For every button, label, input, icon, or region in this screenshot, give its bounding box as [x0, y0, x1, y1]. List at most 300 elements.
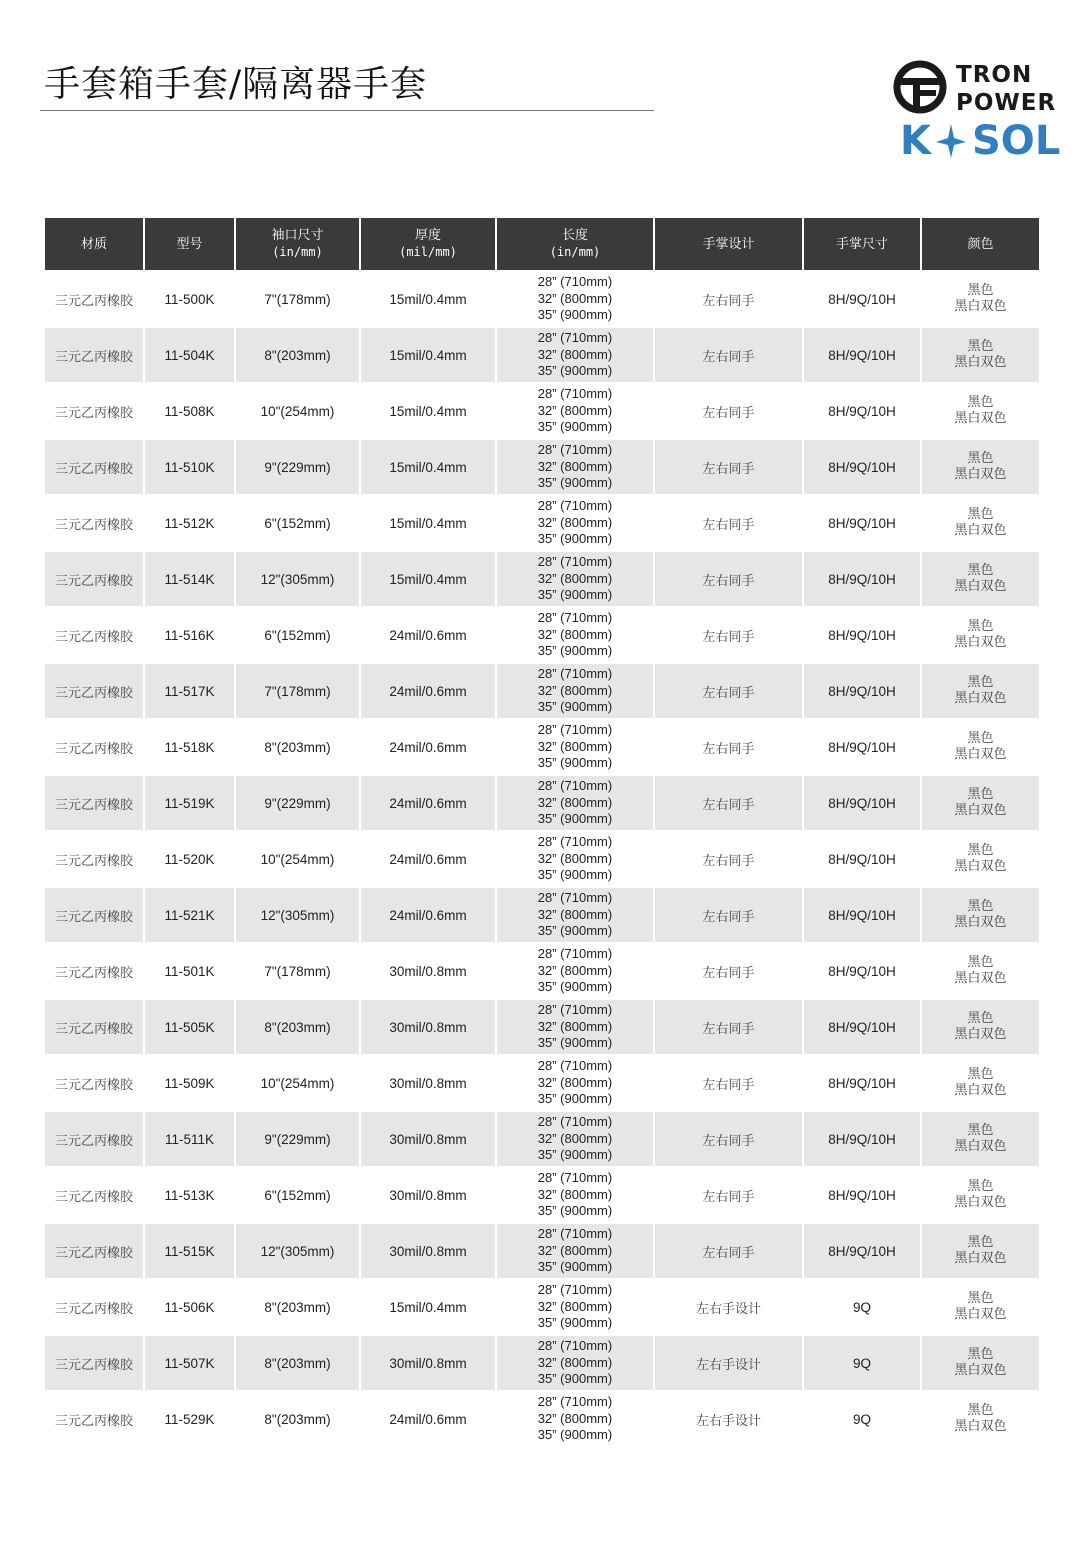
cell-color-line: 黑白双色 — [954, 691, 1007, 706]
brand-logo — [890, 56, 1065, 166]
cell-cuff-size: 12"(305mm) — [235, 1223, 360, 1279]
cell-color-line: 黑白双色 — [954, 1195, 1007, 1210]
cell-thickness: 30mil/0.8mm — [360, 999, 496, 1055]
cell-length-line: 28” (710mm) — [537, 1394, 613, 1410]
cell-length-line: 32” (800mm) — [537, 402, 613, 418]
cell-length — [496, 663, 654, 719]
title-divider — [40, 110, 654, 111]
cell-color — [921, 439, 1040, 495]
cell-length-line: 35” (900mm) — [537, 1427, 613, 1443]
cell-palm-size: 8H/9Q/10H — [803, 551, 921, 607]
cell-thickness: 30mil/0.8mm — [360, 1167, 496, 1223]
cell-color-line: 黑色 — [967, 954, 994, 970]
cell-color — [921, 271, 1040, 327]
cell-color-line: 黑色 — [967, 842, 994, 858]
cell-length — [496, 327, 654, 383]
cell-thickness: 24mil/0.6mm — [360, 607, 496, 663]
cell-color-line: 黑白双色 — [954, 1251, 1007, 1266]
table-row — [44, 1279, 1040, 1335]
cell-material: 三元乙丙橡胶 — [44, 719, 144, 775]
cell-model: 11-506K — [144, 1279, 235, 1335]
cell-material: 三元乙丙橡胶 — [44, 1391, 144, 1447]
cell-cuff-size: 10"(254mm) — [235, 1055, 360, 1111]
cell-length — [496, 607, 654, 663]
table-row — [44, 439, 1040, 495]
cell-cuff-size: 10"(254mm) — [235, 383, 360, 439]
cell-color-line: 黑色 — [967, 1402, 994, 1418]
cell-palm-size: 8H/9Q/10H — [803, 943, 921, 999]
cell-color-line: 黑白双色 — [954, 1027, 1007, 1042]
cell-cuff-size: 7"(178mm) — [235, 271, 360, 327]
cell-material: 三元乙丙橡胶 — [44, 999, 144, 1055]
cell-material: 三元乙丙橡胶 — [44, 1279, 144, 1335]
logo-tron: TRON — [956, 62, 1033, 88]
cell-model: 11-507K — [144, 1335, 235, 1391]
cell-cuff-size: 8"(203mm) — [235, 719, 360, 775]
cell-length-line: 32” (800mm) — [537, 514, 613, 530]
cell-length-line: 35” (900mm) — [537, 1259, 613, 1275]
cell-color-line: 黑色 — [967, 730, 994, 746]
cell-length-line: 35” (900mm) — [537, 1147, 613, 1163]
cell-length-line: 35” (900mm) — [537, 811, 613, 827]
cell-material: 三元乙丙橡胶 — [44, 831, 144, 887]
cell-color-line: 黑白双色 — [954, 411, 1007, 426]
cell-thickness: 24mil/0.6mm — [360, 887, 496, 943]
cell-model: 11-519K — [144, 775, 235, 831]
cell-material: 三元乙丙橡胶 — [44, 887, 144, 943]
cell-color-line: 黑白双色 — [954, 971, 1007, 986]
cell-color — [921, 551, 1040, 607]
cell-palm-size: 8H/9Q/10H — [803, 1223, 921, 1279]
cell-cuff-size: 9"(229mm) — [235, 1111, 360, 1167]
cell-palm-design: 左右手设计 — [654, 1335, 803, 1391]
header-model: 型号 — [144, 218, 235, 271]
cell-palm-design: 左右同手 — [654, 1055, 803, 1111]
cell-length-line: 35” (900mm) — [537, 699, 613, 715]
cell-thickness: 15mil/0.4mm — [360, 383, 496, 439]
cell-color-line: 黑色 — [967, 1066, 994, 1082]
cell-length-line: 35” (900mm) — [537, 531, 613, 547]
cell-palm-size: 9Q — [803, 1391, 921, 1447]
table-row — [44, 271, 1040, 327]
cell-model: 11-518K — [144, 719, 235, 775]
cell-length — [496, 1111, 654, 1167]
table-row — [44, 383, 1040, 439]
cell-color-line: 黑色 — [967, 338, 994, 354]
cell-material: 三元乙丙橡胶 — [44, 551, 144, 607]
cell-color-line: 黑白双色 — [954, 1307, 1007, 1322]
cell-color-line: 黑色 — [967, 282, 994, 298]
cell-palm-design: 左右手设计 — [654, 1279, 803, 1335]
cell-palm-size: 8H/9Q/10H — [803, 495, 921, 551]
cell-color-line: 黑色 — [967, 562, 994, 578]
cell-length-line: 28” (710mm) — [537, 274, 613, 290]
cell-length — [496, 383, 654, 439]
cell-length-line: 28” (710mm) — [537, 1002, 613, 1018]
cell-model: 11-514K — [144, 551, 235, 607]
cell-color-line: 黑白双色 — [954, 299, 1007, 314]
cell-length — [496, 1167, 654, 1223]
cell-length-line: 32” (800mm) — [537, 458, 613, 474]
cell-color — [921, 663, 1040, 719]
cell-color-line: 黑白双色 — [954, 1419, 1007, 1434]
cell-length-line: 35” (900mm) — [537, 1315, 613, 1331]
cell-length — [496, 943, 654, 999]
cell-length-line: 28” (710mm) — [537, 1338, 613, 1354]
cell-color-line: 黑白双色 — [954, 1083, 1007, 1098]
cell-color-line: 黑色 — [967, 1010, 994, 1026]
cell-color — [921, 1391, 1040, 1447]
cell-color — [921, 775, 1040, 831]
cell-material: 三元乙丙橡胶 — [44, 327, 144, 383]
cell-material: 三元乙丙橡胶 — [44, 775, 144, 831]
cell-palm-size: 8H/9Q/10H — [803, 1167, 921, 1223]
cell-length-line: 35” (900mm) — [537, 419, 613, 435]
cell-length-line: 28” (710mm) — [537, 498, 613, 514]
cell-color-line: 黑色 — [967, 506, 994, 522]
cell-length-line: 28” (710mm) — [537, 610, 613, 626]
cell-length-line: 32” (800mm) — [537, 1074, 613, 1090]
table-row — [44, 1167, 1040, 1223]
cell-material: 三元乙丙橡胶 — [44, 1111, 144, 1167]
table-row — [44, 1391, 1040, 1447]
header-palm-size: 手掌尺寸 — [803, 218, 921, 271]
cell-length — [496, 1391, 654, 1447]
cell-length — [496, 831, 654, 887]
cell-color-line: 黑白双色 — [954, 1363, 1007, 1378]
cell-color-line: 黑色 — [967, 1178, 994, 1194]
cell-model: 11-517K — [144, 663, 235, 719]
cell-cuff-size: 6"(152mm) — [235, 607, 360, 663]
cell-model: 11-513K — [144, 1167, 235, 1223]
cell-length-line: 28” (710mm) — [537, 1058, 613, 1074]
cell-model: 11-501K — [144, 943, 235, 999]
cell-length-line: 28” (710mm) — [537, 330, 613, 346]
cell-cuff-size: 7"(178mm) — [235, 943, 360, 999]
header-material: 材质 — [44, 218, 144, 271]
glove-spec-table — [43, 218, 1041, 1448]
table-row — [44, 1223, 1040, 1279]
cell-model: 11-510K — [144, 439, 235, 495]
cell-color-line: 黑白双色 — [954, 915, 1007, 930]
cell-color-line: 黑色 — [967, 394, 994, 410]
cell-cuff-size: 12"(305mm) — [235, 551, 360, 607]
cell-length-line: 32” (800mm) — [537, 1130, 613, 1146]
cell-length-line: 28” (710mm) — [537, 1114, 613, 1130]
cell-color — [921, 1335, 1040, 1391]
cell-model: 11-520K — [144, 831, 235, 887]
cell-length-line: 28” (710mm) — [537, 834, 613, 850]
cell-length-line: 32” (800mm) — [537, 962, 613, 978]
cell-length-line: 32” (800mm) — [537, 738, 613, 754]
cell-length-line: 35” (900mm) — [537, 1091, 613, 1107]
table-row — [44, 663, 1040, 719]
cell-color — [921, 831, 1040, 887]
cell-palm-size: 8H/9Q/10H — [803, 1111, 921, 1167]
cell-color-line: 黑色 — [967, 1290, 994, 1306]
cell-color-line: 黑色 — [967, 1346, 994, 1362]
cell-material: 三元乙丙橡胶 — [44, 663, 144, 719]
table-row — [44, 831, 1040, 887]
cell-palm-size: 8H/9Q/10H — [803, 831, 921, 887]
cell-palm-design: 左右同手 — [654, 887, 803, 943]
cell-length-line: 28” (710mm) — [537, 1170, 613, 1186]
logo-power: POWER — [956, 90, 1057, 116]
cell-palm-design: 左右同手 — [654, 831, 803, 887]
cell-length — [496, 1055, 654, 1111]
cell-color — [921, 327, 1040, 383]
cell-thickness: 15mil/0.4mm — [360, 327, 496, 383]
cell-model: 11-529K — [144, 1391, 235, 1447]
cell-color — [921, 1223, 1040, 1279]
cell-length — [496, 1335, 654, 1391]
cell-palm-design: 左右同手 — [654, 551, 803, 607]
cell-cuff-size: 7"(178mm) — [235, 663, 360, 719]
cell-material: 三元乙丙橡胶 — [44, 439, 144, 495]
cell-cuff-size: 8"(203mm) — [235, 999, 360, 1055]
cell-color — [921, 719, 1040, 775]
cell-palm-design: 左右同手 — [654, 663, 803, 719]
cell-length-line: 35” (900mm) — [537, 307, 613, 323]
cell-color-line: 黑色 — [967, 1122, 994, 1138]
cell-palm-design: 左右同手 — [654, 775, 803, 831]
table-row — [44, 1055, 1040, 1111]
cell-length-line: 28” (710mm) — [537, 386, 613, 402]
cell-material: 三元乙丙橡胶 — [44, 383, 144, 439]
cell-length-line: 32” (800mm) — [537, 570, 613, 586]
table-body — [44, 271, 1040, 1447]
cell-thickness: 15mil/0.4mm — [360, 1279, 496, 1335]
cell-model: 11-504K — [144, 327, 235, 383]
cell-length — [496, 1279, 654, 1335]
cell-color — [921, 943, 1040, 999]
cell-palm-size: 8H/9Q/10H — [803, 439, 921, 495]
cell-color-line: 黑白双色 — [954, 467, 1007, 482]
cell-model: 11-511K — [144, 1111, 235, 1167]
cell-material: 三元乙丙橡胶 — [44, 1055, 144, 1111]
cell-thickness: 30mil/0.8mm — [360, 1223, 496, 1279]
cell-length-line: 32” (800mm) — [537, 346, 613, 362]
cell-length-line: 32” (800mm) — [537, 906, 613, 922]
cell-length — [496, 271, 654, 327]
cell-palm-design: 左右同手 — [654, 271, 803, 327]
cell-length-line: 35” (900mm) — [537, 923, 613, 939]
table-row — [44, 887, 1040, 943]
cell-palm-size: 9Q — [803, 1279, 921, 1335]
cell-palm-design: 左右同手 — [654, 999, 803, 1055]
cell-palm-size: 8H/9Q/10H — [803, 383, 921, 439]
cell-model: 11-515K — [144, 1223, 235, 1279]
cell-length-line: 32” (800mm) — [537, 850, 613, 866]
cell-palm-size: 8H/9Q/10H — [803, 1055, 921, 1111]
cell-length-line: 28” (710mm) — [537, 890, 613, 906]
header-color: 颜色 — [921, 218, 1040, 271]
cell-cuff-size: 9"(229mm) — [235, 439, 360, 495]
cell-color-line: 黑色 — [967, 450, 994, 466]
table-row — [44, 495, 1040, 551]
cell-model: 11-505K — [144, 999, 235, 1055]
kasol-star-icon — [936, 124, 966, 158]
table-row — [44, 607, 1040, 663]
cell-color — [921, 383, 1040, 439]
cell-palm-size: 8H/9Q/10H — [803, 663, 921, 719]
cell-cuff-size: 8"(203mm) — [235, 1335, 360, 1391]
cell-material: 三元乙丙橡胶 — [44, 495, 144, 551]
cell-length-line: 32” (800mm) — [537, 1298, 613, 1314]
cell-length-line: 28” (710mm) — [537, 946, 613, 962]
header-palm-design: 手掌设计 — [654, 218, 803, 271]
cell-color-line: 黑白双色 — [954, 579, 1007, 594]
page-title: 手套箱手套/隔离器手套 — [44, 64, 428, 105]
cell-material: 三元乙丙橡胶 — [44, 1167, 144, 1223]
cell-model: 11-509K — [144, 1055, 235, 1111]
cell-thickness: 30mil/0.8mm — [360, 1335, 496, 1391]
cell-length — [496, 887, 654, 943]
cell-palm-design: 左右同手 — [654, 439, 803, 495]
cell-color — [921, 887, 1040, 943]
cell-length-line: 35” (900mm) — [537, 1203, 613, 1219]
cell-color-line: 黑白双色 — [954, 803, 1007, 818]
cell-cuff-size: 6"(152mm) — [235, 1167, 360, 1223]
cell-color-line: 黑白双色 — [954, 523, 1007, 538]
table-row — [44, 551, 1040, 607]
cell-length-line: 28” (710mm) — [537, 1226, 613, 1242]
cell-length — [496, 999, 654, 1055]
cell-thickness: 30mil/0.8mm — [360, 943, 496, 999]
cell-length-line: 35” (900mm) — [537, 867, 613, 883]
table-header-row — [44, 218, 1040, 271]
cell-cuff-size: 8"(203mm) — [235, 327, 360, 383]
cell-palm-size: 8H/9Q/10H — [803, 719, 921, 775]
cell-length-line: 35” (900mm) — [537, 587, 613, 603]
cell-material: 三元乙丙橡胶 — [44, 1223, 144, 1279]
cell-thickness: 15mil/0.4mm — [360, 271, 496, 327]
cell-color-line: 黑色 — [967, 674, 994, 690]
cell-color — [921, 1167, 1040, 1223]
cell-length-line: 35” (900mm) — [537, 475, 613, 491]
cell-color-line: 黑色 — [967, 618, 994, 634]
cell-palm-size: 8H/9Q/10H — [803, 271, 921, 327]
cell-thickness: 15mil/0.4mm — [360, 495, 496, 551]
cell-color — [921, 607, 1040, 663]
cell-length-line: 28” (710mm) — [537, 666, 613, 682]
cell-color-line: 黑白双色 — [954, 747, 1007, 762]
cell-length — [496, 719, 654, 775]
table-row — [44, 1111, 1040, 1167]
cell-material: 三元乙丙橡胶 — [44, 271, 144, 327]
cell-palm-design: 左右同手 — [654, 1223, 803, 1279]
cell-palm-design: 左右同手 — [654, 1167, 803, 1223]
cell-cuff-size: 9"(229mm) — [235, 775, 360, 831]
cell-material: 三元乙丙橡胶 — [44, 943, 144, 999]
cell-length-line: 32” (800mm) — [537, 1354, 613, 1370]
cell-palm-size: 8H/9Q/10H — [803, 999, 921, 1055]
cell-length-line: 32” (800mm) — [537, 1242, 613, 1258]
cell-thickness: 15mil/0.4mm — [360, 551, 496, 607]
cell-color — [921, 1055, 1040, 1111]
cell-color — [921, 1279, 1040, 1335]
table-row — [44, 719, 1040, 775]
cell-palm-design: 左右同手 — [654, 1111, 803, 1167]
table-row — [44, 943, 1040, 999]
cell-color — [921, 1111, 1040, 1167]
cell-length-line: 28” (710mm) — [537, 442, 613, 458]
cell-palm-design: 左右同手 — [654, 327, 803, 383]
cell-length-line: 35” (900mm) — [537, 1371, 613, 1387]
cell-color — [921, 999, 1040, 1055]
logo-kasol-sol: SOL — [972, 118, 1061, 164]
cell-thickness: 24mil/0.6mm — [360, 663, 496, 719]
cell-palm-design: 左右手设计 — [654, 1391, 803, 1447]
cell-thickness: 30mil/0.8mm — [360, 1111, 496, 1167]
table-row — [44, 327, 1040, 383]
cell-length — [496, 551, 654, 607]
cell-length-line: 32” (800mm) — [537, 794, 613, 810]
cell-thickness: 24mil/0.6mm — [360, 775, 496, 831]
cell-color-line: 黑色 — [967, 786, 994, 802]
cell-cuff-size: 6"(152mm) — [235, 495, 360, 551]
cell-color-line: 黑色 — [967, 898, 994, 914]
header-cuff-size: 袖口尺寸 (in/mm) — [235, 218, 360, 271]
cell-length-line: 35” (900mm) — [537, 979, 613, 995]
table-row — [44, 775, 1040, 831]
cell-palm-design: 左右同手 — [654, 943, 803, 999]
cell-palm-size: 8H/9Q/10H — [803, 607, 921, 663]
header-thickness: 厚度 (mil/mm) — [360, 218, 496, 271]
cell-length-line: 28” (710mm) — [537, 554, 613, 570]
cell-thickness: 24mil/0.6mm — [360, 1391, 496, 1447]
cell-length-line: 32” (800mm) — [537, 290, 613, 306]
cell-cuff-size: 8"(203mm) — [235, 1391, 360, 1447]
table-row — [44, 1335, 1040, 1391]
cell-length — [496, 439, 654, 495]
tron-power-kasol-logo — [890, 56, 1065, 166]
cell-palm-design: 左右同手 — [654, 495, 803, 551]
cell-color-line: 黑白双色 — [954, 635, 1007, 650]
cell-length-line: 35” (900mm) — [537, 643, 613, 659]
cell-length-line: 32” (800mm) — [537, 626, 613, 642]
cell-length — [496, 495, 654, 551]
cell-thickness: 15mil/0.4mm — [360, 439, 496, 495]
cell-color-line: 黑白双色 — [954, 1139, 1007, 1154]
cell-length-line: 28” (710mm) — [537, 722, 613, 738]
cell-palm-design: 左右同手 — [654, 607, 803, 663]
cell-model: 11-500K — [144, 271, 235, 327]
cell-model: 11-521K — [144, 887, 235, 943]
cell-model: 11-508K — [144, 383, 235, 439]
cell-model: 11-512K — [144, 495, 235, 551]
cell-palm-size: 8H/9Q/10H — [803, 887, 921, 943]
cell-thickness: 24mil/0.6mm — [360, 719, 496, 775]
cell-length-line: 28” (710mm) — [537, 778, 613, 794]
cell-thickness: 30mil/0.8mm — [360, 1055, 496, 1111]
cell-color — [921, 495, 1040, 551]
cell-palm-size: 8H/9Q/10H — [803, 327, 921, 383]
cell-color-line: 黑白双色 — [954, 355, 1007, 370]
cell-length-line: 32” (800mm) — [537, 1186, 613, 1202]
cell-palm-size: 9Q — [803, 1335, 921, 1391]
cell-palm-design: 左右同手 — [654, 719, 803, 775]
header-length: 长度 (in/mm) — [496, 218, 654, 271]
cell-length-line: 35” (900mm) — [537, 755, 613, 771]
cell-palm-design: 左右同手 — [654, 383, 803, 439]
cell-model: 11-516K — [144, 607, 235, 663]
cell-length-line: 32” (800mm) — [537, 1410, 613, 1426]
cell-length-line: 35” (900mm) — [537, 1035, 613, 1051]
cell-thickness: 24mil/0.6mm — [360, 831, 496, 887]
cell-color-line: 黑白双色 — [954, 859, 1007, 874]
cell-length-line: 28” (710mm) — [537, 1282, 613, 1298]
